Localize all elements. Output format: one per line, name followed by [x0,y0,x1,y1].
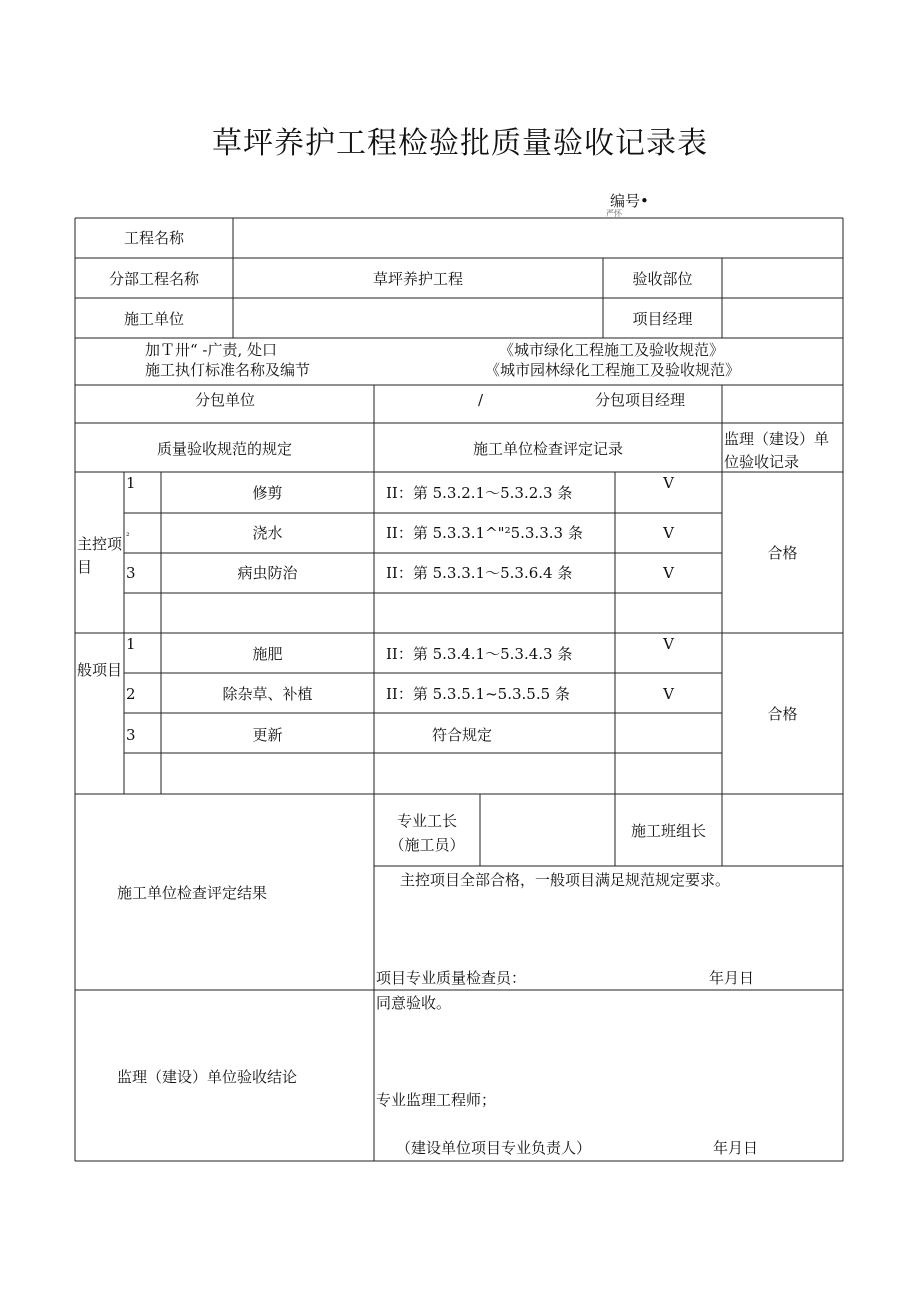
record-number-mark: 严怀 [606,209,622,218]
inspection-date: 年月日 [709,969,755,987]
general-item-no: 3 [126,726,136,744]
general-item-check: V [663,685,674,703]
accept-part-label: 验收部位 [632,270,693,288]
page-title: 草坪养护工程检验批质量验收记录表 [212,126,708,161]
owner-representative-label: （建设单位项目专业负责人） [396,1139,592,1157]
subcontract-label: 分包单位 [195,391,256,409]
general-item-name: 更新 [252,726,283,744]
spec-column-header: 质量验收规范的规定 [156,440,292,458]
main-items-label-line1: 主控项 [77,535,123,553]
main-item-no: ² [126,532,130,542]
supervision-column-header-line1: 监理（建设）单 [724,430,830,448]
supervision-column-header-line2: 位验收记录 [724,453,800,471]
quality-inspector-label: 项目专业质量检查员： [376,969,527,987]
general-item-name: 除杂草、补植 [222,685,313,703]
sub-project-value: 草坪养护工程 [372,270,463,288]
general-item-check: V [663,635,674,653]
record-column-header: 施工单位检查评定记录 [472,440,623,458]
main-item-name: 浇水 [252,524,283,542]
main-item-check: V [663,524,674,542]
record-number-label: 编号• [610,192,649,210]
main-item-check: V [663,564,674,582]
standard-label-line1: 加Ｔ卅“ -广责, 处口 [145,341,278,359]
main-items-label-line2: 目 [77,558,93,576]
supervision-date: 年月日 [713,1139,759,1157]
project-name-label: 工程名称 [123,229,184,247]
subcontract-value: / [478,391,484,409]
main-item-check: V [663,474,674,492]
construction-unit-label: 施工单位 [123,310,184,328]
general-item-clause: II：第 5.3.4.1～5.3.4.3 条 [386,645,573,663]
foreman-label-line1: 专业工长 [396,812,457,830]
project-manager-label: 项目经理 [632,310,693,328]
main-item-no: 1 [126,474,136,492]
main-item-clause: II：第 5.3.2.1～5.3.2.3 条 [386,484,573,502]
general-items-label: 般项目 [77,661,123,679]
inspection-conclusion: 主控项目全部合格，一般项目满足规范规定要求。 [400,871,731,889]
supervision-engineer-label: 专业监理工程师； [376,1091,497,1109]
general-items-result: 合格 [767,705,798,723]
general-item-name: 施肥 [252,645,283,663]
general-item-no: 2 [126,685,136,703]
foreman-label-line2: （施工员） [389,836,465,854]
standard-value-1: 《城市绿化工程施工及验收规范》 [499,341,725,359]
main-item-clause: II：第 5.3.3.1～5.3.6.4 条 [386,564,573,582]
main-item-clause: II：第 5.3.3.1^"²5.3.3.3 条 [386,524,583,542]
general-item-clause: II：第 5.3.5.1~5.3.5.5 条 [386,685,570,703]
standard-value-2: 《城市园林绿化工程施工及验收规范》 [485,361,741,379]
main-item-name: 病虫防治 [237,564,298,582]
supervision-label: 监理（建设）单位验收结论 [117,1068,298,1086]
inspection-label: 施工单位检查评定结果 [117,884,268,902]
subcontract-manager-label: 分包项目经理 [595,391,686,409]
supervision-conclusion: 同意验收。 [376,994,452,1012]
team-leader-label: 施工班组长 [630,822,706,840]
main-item-name: 修剪 [252,484,283,502]
general-item-no: 1 [126,635,136,653]
sub-project-label: 分部工程名称 [108,270,199,288]
general-item-clause: 符合规定 [432,726,493,744]
main-items-result: 合格 [767,544,798,562]
main-item-no: 3 [126,564,136,582]
standard-label-line2: 施工执仃标准名称及编节 [145,361,311,379]
